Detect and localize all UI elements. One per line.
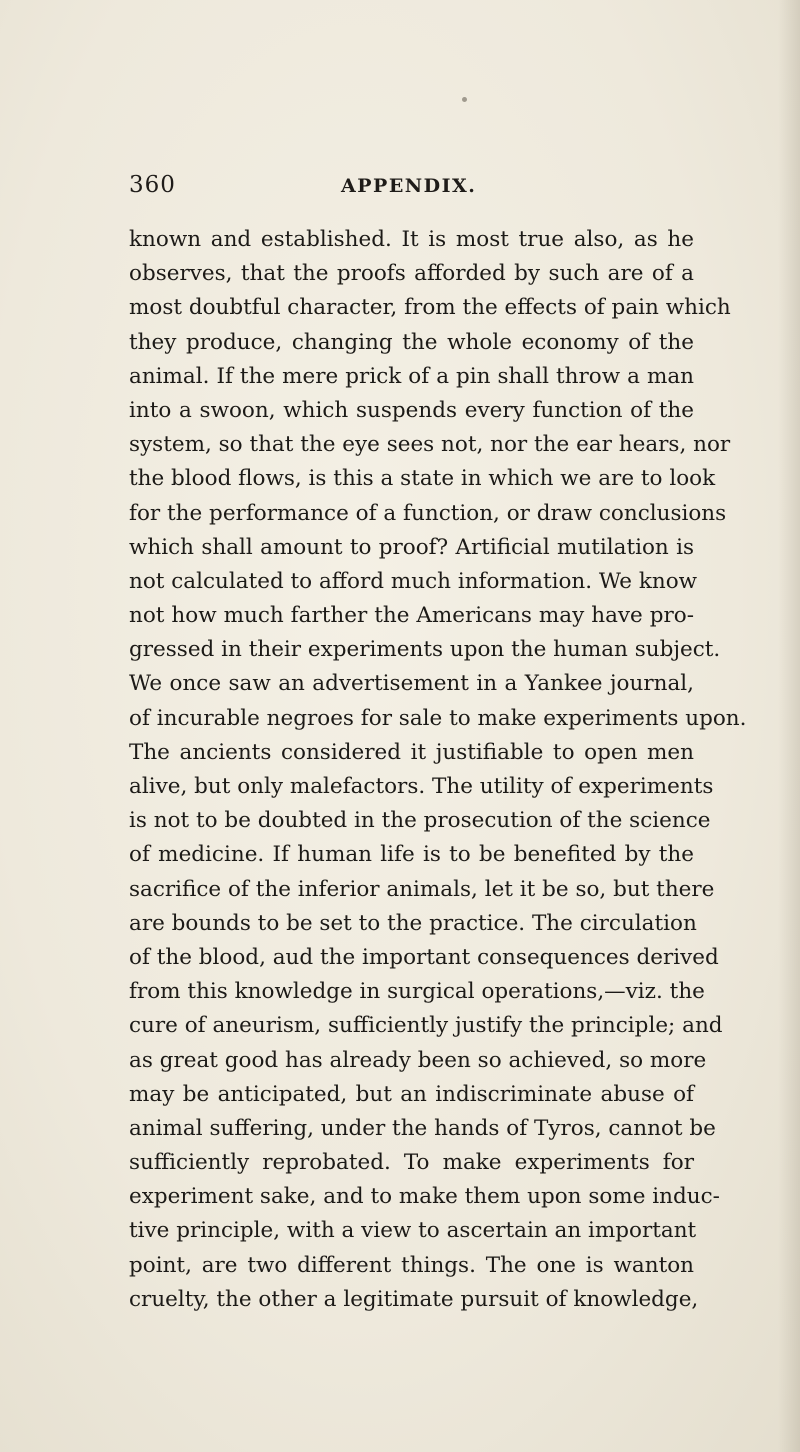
text-line: as great good has already been so achieved, so more <box>129 1047 707 1073</box>
text-line: system, so that the eye sees not, nor the ear hears, nor <box>129 432 731 458</box>
text-line: experiment sake, and to make them upon some induc- <box>129 1184 720 1210</box>
text-line: point, are two different things. The one is wanton <box>129 1252 694 1278</box>
text-line: tive principle, with a view to ascertain an important <box>129 1218 697 1244</box>
text-line: not calculated to afford much information. We know <box>129 568 698 594</box>
text-line: animal suffering, under the hands of Tyros, cannot be <box>129 1115 716 1141</box>
text-line: observes, that the proofs afforded by such are of a <box>129 261 694 287</box>
text-line: gressed in their experiments upon the human subject. <box>129 637 721 663</box>
text-line: the blood flows, is this a state in which we are to look <box>129 466 716 492</box>
text-line: are bounds to be set to the practice. The circulation <box>129 910 697 936</box>
text-line: is not to be doubted in the prosecution of the science <box>129 808 711 834</box>
page-number: 360 <box>129 172 176 198</box>
body-text <box>129 223 747 1317</box>
text-line: not how much farther the Americans may have pro- <box>129 603 694 629</box>
page-edge-shadow <box>778 0 800 1452</box>
text-line: they produce, changing the whole economy of the <box>129 329 694 355</box>
paper-speck <box>462 97 467 102</box>
running-head <box>129 172 694 202</box>
text-line: of incurable negroes for sale to make experiments upon. <box>129 705 747 731</box>
text-line: from this knowledge in surgical operations,—viz. the <box>129 979 705 1005</box>
text-line: We once saw an advertisement in a Yankee journal, <box>129 671 694 697</box>
text-line: of the blood, aud the important consequences derived <box>129 944 719 970</box>
text-line: sufficiently reprobated. To make experiments for <box>129 1150 694 1176</box>
text-line: for the performance of a function, or draw conclusions <box>129 500 727 526</box>
text-line: into a swoon, which suspends every function of the <box>129 397 694 423</box>
header-title: APPENDIX. <box>341 175 477 197</box>
text-line: most doubtful character, from the effects of pain which <box>129 295 731 321</box>
text-line: known and established. It is most true also, as he <box>129 227 694 252</box>
text-line: sacrifice of the inferior animals, let it be so, but there <box>129 876 715 902</box>
text-line: cruelty, the other a legitimate pursuit of knowledge, <box>129 1286 699 1312</box>
text-line: of medicine. If human life is to be benefited by the <box>129 842 694 868</box>
text-line: may be anticipated, but an indiscriminate abuse of <box>129 1081 694 1107</box>
text-line: animal. If the mere prick of a pin shall throw a man <box>129 363 694 389</box>
text-line: cure of aneurism, sufficiently justify the principle; and <box>129 1013 723 1039</box>
text-line: The ancients considered it justifiable to open men <box>129 739 694 765</box>
text-line: alive, but only malefactors. The utility of experiments <box>129 774 714 799</box>
text-line: which shall amount to proof? Artificial mutilation is <box>129 534 694 560</box>
